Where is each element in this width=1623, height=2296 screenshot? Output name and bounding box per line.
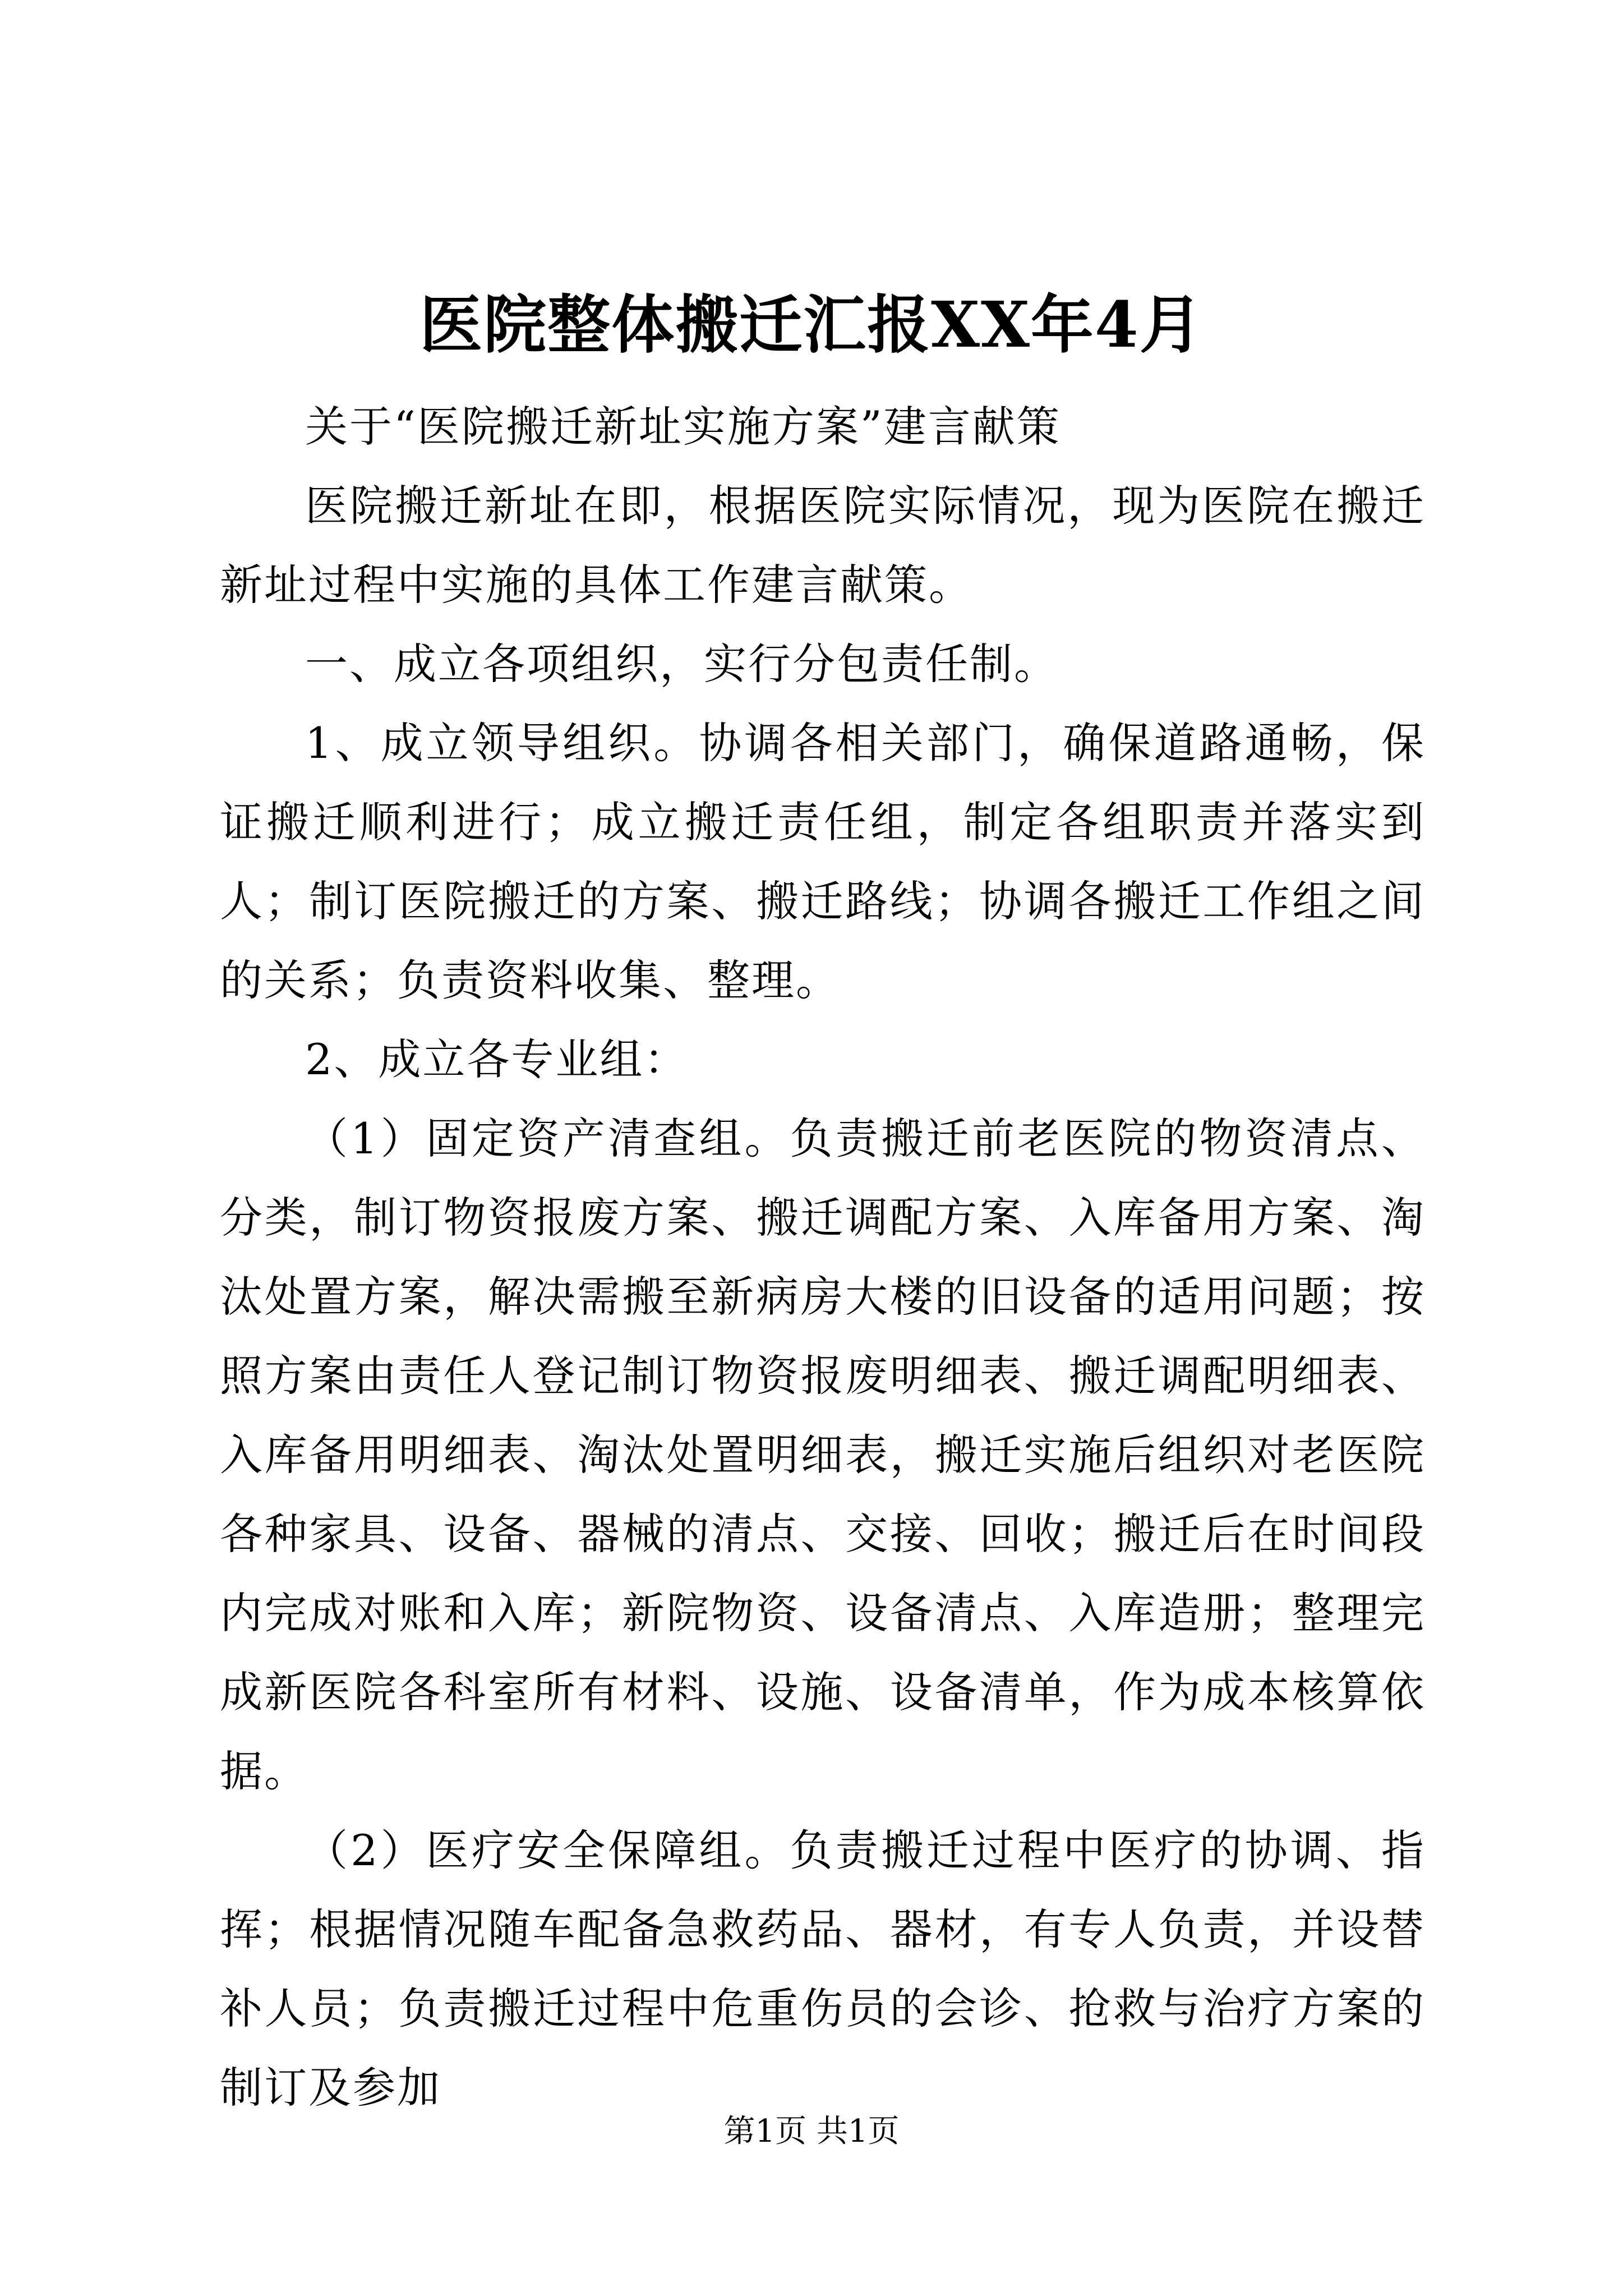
paragraph-intro: 医院搬迁新址在即，根据医院实际情况，现为医院在搬迁新址过程中实施的具体工作建言献策。 — [220, 481, 1426, 610]
paragraph-subtitle: 关于“医院搬迁新址实施方案”建言献策 — [305, 402, 1061, 452]
paragraph-subitem-2: （2）医疗安全保障组。负责搬迁过程中医疗的协调、指挥；根据情况随车配备急救药品、器材，有专人负责，并设替补人员；负责搬迁过程中危重伤员的会诊、抢救与治疗方案的制订及参加 — [220, 1825, 1426, 2113]
paragraph-item-2: 2、成立各专业组： — [305, 1034, 689, 1084]
paragraph-section-1: 一、成立各项组织，实行分包责任制。 — [305, 639, 1058, 689]
paragraph-item-1: 1、成立领导组织。协调各相关部门，确保道路通畅，保证搬迁顺利进行；成立搬迁责任组，制定各组职责并落实到人；制订医院搬迁的方案、搬迁路线；协调各搬迁工作组之间的关系；负责资料收集、整理。 — [220, 718, 1426, 1005]
paragraph-subitem-1: （1）固定资产清查组。负责搬迁前老医院的物资清点、分类，制订物资报废方案、搬迁调配方案、入库备用方案、淘汰处置方案，解决需搬至新病房大楼的旧设备的适用问题；按照方案由责任人登记制订物资报废明细表、搬迁调配明细表、入库备用明细表、淘汰处置明细表，搬迁实施后组织对老医院各种家具、设备、器械的清点、交接、回收；搬迁后在时间段内完成对账和入库；新院物资、设备清点、入库造册；整理完成新医院各科室所有材料、设施、设备清单，作为成本核算依据。 — [220, 1114, 1426, 1796]
document-body — [220, 387, 1426, 2127]
document-title: 医院整体搬迁汇报XX年4月 — [419, 288, 1204, 362]
page-footer: 第1页 共1页 — [723, 2113, 900, 2150]
